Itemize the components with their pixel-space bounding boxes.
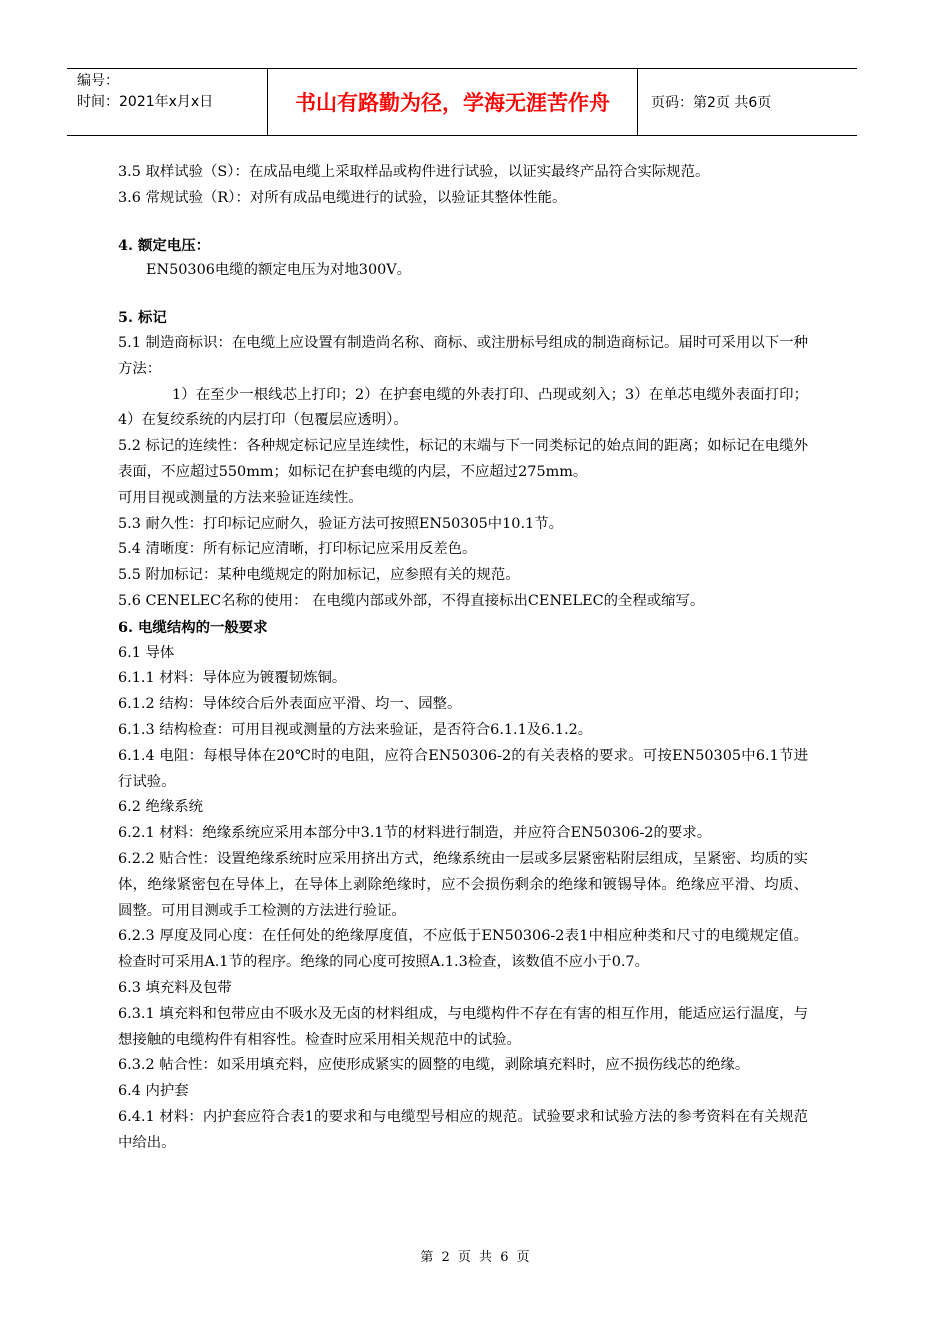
section-5-heading: 5. 标记 [118, 309, 167, 327]
clause-6-1-3: 6.1.3 结构检查：可用目视或测量的方法来验证，是否符合6.1.1及6.1.2。 [118, 721, 593, 738]
document-number-label: 编号： [77, 73, 119, 89]
clause-5-2: 5.2 标记的连续性：各种规定标记应呈连续性，标记的末端与下一同类标记的始点间的距离；如标记在电缆外表面，不应超过550mm；如标记在护套电缆的内层，不应超过275mm。 [118, 438, 808, 480]
clause-6-4: 6.4 内护套 [118, 1083, 189, 1100]
clause-6-2-2: 6.2.2 贴合性：设置绝缘系统时应采用挤出方式，绝缘系统由一层或多层紧密粘附层组成，呈紧密、均质的实体，绝缘紧密包在导体上，在导体上剥除绝缘时，应不会损伤剩余的绝缘和镀锡导体。绝缘应平滑、均质、圆整。可用目测或手工检测的方法进行验证。 [118, 850, 808, 919]
document-body [118, 160, 808, 1156]
clause-6-2-1: 6.2.1 材料：绝缘系统应采用本部分中3.1节的材料进行制造，并应符合EN50306-2的要求。 [118, 825, 712, 842]
clause-5-5: 5.5 附加标记：某种电缆规定的附加标记，应参照有关的规范。 [118, 567, 520, 584]
document-time-label: 时间：2021年x月x日 [77, 94, 214, 110]
section-6-heading: 6. 电缆结构的一般要求 [118, 618, 268, 636]
clause-3-5: 3.5 取样试验（S）：在成品电缆上采取样品或构件进行试验，以证实最终产品符合实际规范。 [118, 164, 710, 180]
clause-6-1: 6.1 导体 [118, 644, 175, 661]
section-4-heading: 4. 额定电压： [118, 236, 210, 254]
clause-5-4: 5.4 清晰度：所有标记应清晰，打印标记应采用反差色。 [118, 541, 477, 558]
clause-6-3-2: 6.3.2 帖合性：如采用填充料，应使形成紧实的圆整的电缆，剥除填充料时，应不损伤线芯的绝缘。 [118, 1057, 750, 1074]
clause-6-3: 6.3 填充料及包带 [118, 979, 232, 996]
clause-5-1: 5.1 制造商标识：在电缆上应设置有制造尚名称、商标、或注册标号组成的制造商标记。届时可采用以下一种方法： [118, 334, 808, 377]
clause-3-6: 3.6 常规试验（R）：对所有成品电缆进行的试验，以验证其整体性能。 [118, 189, 567, 206]
clause-6-3-1: 6.3.1 填充料和包带应由不吸水及无卤的材料组成，与电缆构件不存在有害的相互作用，能适应运行温度，与想接触的电缆构件有相容性。检查时应采用相关规范中的试验。 [118, 1005, 808, 1048]
clause-5-3: 5.3 耐久性：打印标记应耐久，验证方法可按照EN50305中10.1节。 [118, 515, 563, 532]
header-meta-cell [67, 69, 268, 135]
clause-5-1-methods: 1）在至少一根线芯上打印；2）在护套电缆的外表打印、凸现或刻入；3）在单芯电缆外表面打印；4）在复绞系统的内层打印（包覆层应透明）。 [118, 386, 808, 429]
page-footer: 第 2 页 共 6 页 [420, 1250, 530, 1265]
clause-6-2-3: 6.2.3 厚度及同心度：在任何处的绝缘厚度值，不应低于EN50306-2表1中相应种类和尺寸的电缆规定值。检查时可采用A.1节的程序。绝缘的同心度可按照A.1.3检查，该数值不应小于0.7。 [118, 928, 808, 971]
clause-5-2-verify: 可用目视或测量的方法来验证连续性。 [118, 489, 363, 506]
clause-6-2: 6.2 绝缘系统 [118, 799, 204, 816]
page-header [67, 68, 857, 136]
clause-6-1-2: 6.1.2 结构：导体绞合后外表面应平滑、均一、园整。 [118, 696, 462, 713]
header-motto: 书山有路勤为径，学海无涯苦作舟 [268, 69, 638, 135]
clause-4-text: EN50306电缆的额定电压为对地300V。 [146, 262, 412, 279]
clause-6-1-1: 6.1.1 材料：导体应为镀覆韧炼铜。 [118, 670, 347, 687]
clause-5-6: 5.6 CENELEC名称的使用： 在电缆内部或外部，不得直接标出CENELEC的全程或缩写。 [118, 592, 705, 609]
clause-6-4-1: 6.4.1 材料：内护套应符合表1的要求和与电缆型号相应的规范。试验要求和试验方法的参考资料在有关规范中给出。 [118, 1108, 808, 1151]
clause-6-1-4: 6.1.4 电阻：每根导体在20℃时的电阻，应符合EN50306-2的有关表格的要求。可按EN50305中6.1节进行试验。 [118, 747, 808, 790]
header-page-label: 页码：第2页 共6页 [651, 95, 772, 111]
